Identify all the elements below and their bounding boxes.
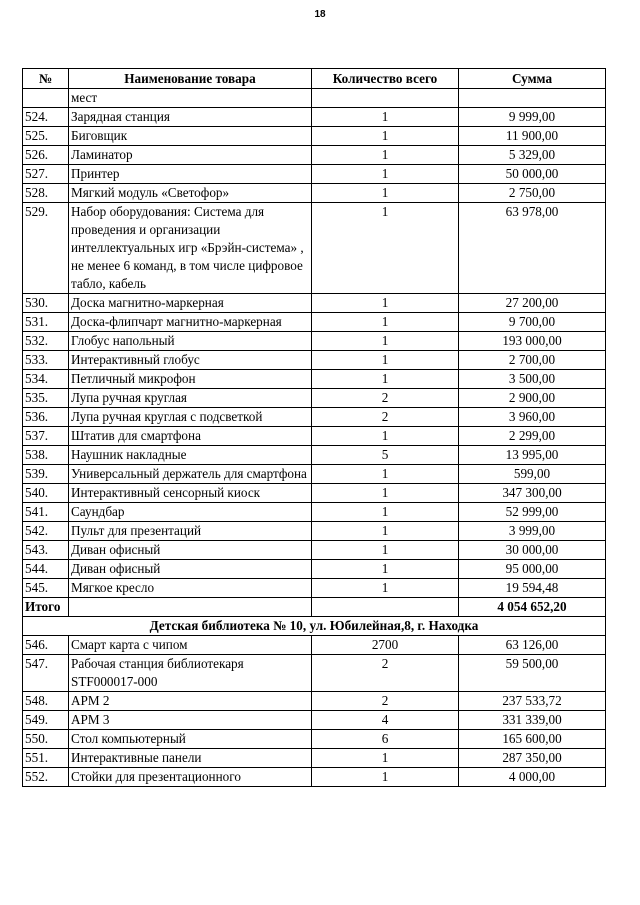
table-row: [23, 351, 606, 370]
row-item-name: Интерактивный глобус: [69, 351, 312, 370]
total-empty-name: [69, 598, 312, 617]
row-number: 547.: [23, 655, 69, 692]
row-quantity: 1: [312, 313, 459, 332]
row-sum: 63 126,00: [459, 636, 606, 655]
table-row: [23, 636, 606, 655]
row-sum: 3 999,00: [459, 522, 606, 541]
table-row: [23, 203, 606, 294]
table-row: [23, 332, 606, 351]
table-body-part1: [23, 89, 606, 598]
header-sum: Сумма: [459, 69, 606, 89]
row-item-name: Мягкий модуль «Светофор»: [69, 184, 312, 203]
row-number: 530.: [23, 294, 69, 313]
table-row: [23, 89, 606, 108]
goods-table: [22, 68, 606, 787]
table-row: [23, 711, 606, 730]
row-item-name: Зарядная станция: [69, 108, 312, 127]
row-sum: 59 500,00: [459, 655, 606, 692]
row-item-name: Глобус напольный: [69, 332, 312, 351]
row-number: 531.: [23, 313, 69, 332]
row-quantity: 1: [312, 749, 459, 768]
row-item-name: Пульт для презентаций: [69, 522, 312, 541]
row-quantity: 1: [312, 484, 459, 503]
row-sum: 95 000,00: [459, 560, 606, 579]
row-quantity: [312, 89, 459, 108]
row-item-name: Биговщик: [69, 127, 312, 146]
total-sum: 4 054 652,20: [459, 598, 606, 617]
table-row: [23, 768, 606, 787]
row-number: 527.: [23, 165, 69, 184]
table-body-total: [23, 598, 606, 636]
row-item-name: Интерактивный сенсорный киоск: [69, 484, 312, 503]
row-quantity: 1: [312, 127, 459, 146]
row-quantity: 1: [312, 146, 459, 165]
table-row: [23, 427, 606, 446]
row-item-name: Принтер: [69, 165, 312, 184]
section-row: [23, 617, 606, 636]
row-number: 544.: [23, 560, 69, 579]
row-number: 534.: [23, 370, 69, 389]
row-item-name: мест: [69, 89, 312, 108]
row-item-name: Диван офисный: [69, 541, 312, 560]
row-number: 546.: [23, 636, 69, 655]
table-row: [23, 560, 606, 579]
total-empty-qty: [312, 598, 459, 617]
page-number: 18: [314, 9, 326, 20]
row-number: [23, 89, 69, 108]
row-quantity: 1: [312, 332, 459, 351]
row-sum: 30 000,00: [459, 541, 606, 560]
row-item-name: Доска магнитно-маркерная: [69, 294, 312, 313]
row-item-name: Лупа ручная круглая с подсветкой: [69, 408, 312, 427]
row-number: 550.: [23, 730, 69, 749]
total-label: Итого: [23, 598, 69, 617]
row-sum: 11 900,00: [459, 127, 606, 146]
row-number: 540.: [23, 484, 69, 503]
row-number: 524.: [23, 108, 69, 127]
table-row: [23, 692, 606, 711]
row-sum: [459, 89, 606, 108]
row-quantity: 1: [312, 560, 459, 579]
row-number: 525.: [23, 127, 69, 146]
row-quantity: 1: [312, 579, 459, 598]
row-number: 529.: [23, 203, 69, 294]
row-number: 551.: [23, 749, 69, 768]
total-row: [23, 598, 606, 617]
row-item-name: АРМ 2: [69, 692, 312, 711]
row-sum: 3 500,00: [459, 370, 606, 389]
row-item-name: Лупа ручная круглая: [69, 389, 312, 408]
row-quantity: 6: [312, 730, 459, 749]
table-row: [23, 389, 606, 408]
row-quantity: 2: [312, 408, 459, 427]
table-row: [23, 465, 606, 484]
table-row: [23, 749, 606, 768]
row-number: 535.: [23, 389, 69, 408]
table-row: [23, 370, 606, 389]
row-item-name: АРМ 3: [69, 711, 312, 730]
row-number: 542.: [23, 522, 69, 541]
table-row: [23, 108, 606, 127]
row-item-name: Наушник накладные: [69, 446, 312, 465]
row-quantity: 2: [312, 692, 459, 711]
row-number: 552.: [23, 768, 69, 787]
row-quantity: 1: [312, 351, 459, 370]
row-number: 537.: [23, 427, 69, 446]
row-sum: 2 900,00: [459, 389, 606, 408]
table-row: [23, 522, 606, 541]
row-quantity: 1: [312, 165, 459, 184]
row-sum: 2 700,00: [459, 351, 606, 370]
row-sum: 2 750,00: [459, 184, 606, 203]
table-row: [23, 730, 606, 749]
table-row: [23, 541, 606, 560]
row-quantity: 1: [312, 522, 459, 541]
table-header-row: [23, 69, 606, 89]
row-sum: 5 329,00: [459, 146, 606, 165]
row-quantity: 4: [312, 711, 459, 730]
row-number: 543.: [23, 541, 69, 560]
table-row: [23, 408, 606, 427]
row-quantity: 2: [312, 655, 459, 692]
row-item-name: Мягкое кресло: [69, 579, 312, 598]
row-number: 526.: [23, 146, 69, 165]
row-quantity: 1: [312, 108, 459, 127]
table-row: [23, 165, 606, 184]
row-sum: 2 299,00: [459, 427, 606, 446]
row-sum: 331 339,00: [459, 711, 606, 730]
row-number: 528.: [23, 184, 69, 203]
row-quantity: 1: [312, 294, 459, 313]
header-num: №: [23, 69, 69, 89]
row-sum: 287 350,00: [459, 749, 606, 768]
row-sum: 63 978,00: [459, 203, 606, 294]
row-sum: 27 200,00: [459, 294, 606, 313]
row-item-name: Штатив для смартфона: [69, 427, 312, 446]
row-sum: 599,00: [459, 465, 606, 484]
table-row: [23, 184, 606, 203]
row-number: 536.: [23, 408, 69, 427]
row-quantity: 5: [312, 446, 459, 465]
row-item-name: Петличный микрофон: [69, 370, 312, 389]
row-quantity: 1: [312, 203, 459, 294]
row-sum: 165 600,00: [459, 730, 606, 749]
row-sum: 237 533,72: [459, 692, 606, 711]
row-quantity: 1: [312, 184, 459, 203]
row-sum: 193 000,00: [459, 332, 606, 351]
header-qty: Количество всего: [312, 69, 459, 89]
row-sum: 52 999,00: [459, 503, 606, 522]
row-sum: 4 000,00: [459, 768, 606, 787]
row-quantity: 2: [312, 389, 459, 408]
table-row: [23, 127, 606, 146]
table-body-part2: [23, 636, 606, 787]
row-sum: 9 700,00: [459, 313, 606, 332]
row-item-name: Саундбар: [69, 503, 312, 522]
section-title: Детская библиотека № 10, ул. Юбилейная,8, г. Находка: [23, 617, 606, 636]
row-sum: 19 594,48: [459, 579, 606, 598]
row-item-name: Универсальный держатель для смартфона: [69, 465, 312, 484]
table-row: [23, 579, 606, 598]
row-quantity: 1: [312, 503, 459, 522]
row-quantity: 1: [312, 427, 459, 446]
row-item-name: Интерактивные панели: [69, 749, 312, 768]
row-item-name: Ламинатор: [69, 146, 312, 165]
row-item-name: Диван офисный: [69, 560, 312, 579]
header-name: Наименование товара: [69, 69, 312, 89]
row-item-name: Рабочая станция библиотекаря STF000017-000: [69, 655, 312, 692]
row-item-name: Стол компьютерный: [69, 730, 312, 749]
row-sum: 9 999,00: [459, 108, 606, 127]
row-sum: 3 960,00: [459, 408, 606, 427]
row-item-name: Стойки для презентационного: [69, 768, 312, 787]
table-row: [23, 655, 606, 692]
table-row: [23, 503, 606, 522]
row-item-name: Набор оборудования: Система для проведения и организации интеллектуальных игр «Брэйн-система» , не менее 6 команд, в том числе цифровое табло, кабель: [69, 203, 312, 294]
row-number: 545.: [23, 579, 69, 598]
row-quantity: 1: [312, 541, 459, 560]
row-item-name: Доска-флипчарт магнитно-маркерная: [69, 313, 312, 332]
row-sum: 347 300,00: [459, 484, 606, 503]
row-quantity: 1: [312, 370, 459, 389]
row-sum: 50 000,00: [459, 165, 606, 184]
row-number: 533.: [23, 351, 69, 370]
table-row: [23, 146, 606, 165]
row-number: 538.: [23, 446, 69, 465]
row-number: 532.: [23, 332, 69, 351]
row-quantity: 1: [312, 768, 459, 787]
row-sum: 13 995,00: [459, 446, 606, 465]
table-row: [23, 313, 606, 332]
table-row: [23, 484, 606, 503]
row-quantity: 2700: [312, 636, 459, 655]
row-number: 539.: [23, 465, 69, 484]
row-number: 541.: [23, 503, 69, 522]
row-number: 548.: [23, 692, 69, 711]
table-row: [23, 446, 606, 465]
row-number: 549.: [23, 711, 69, 730]
row-item-name: Смарт карта с чипом: [69, 636, 312, 655]
table-row: [23, 294, 606, 313]
row-quantity: 1: [312, 465, 459, 484]
